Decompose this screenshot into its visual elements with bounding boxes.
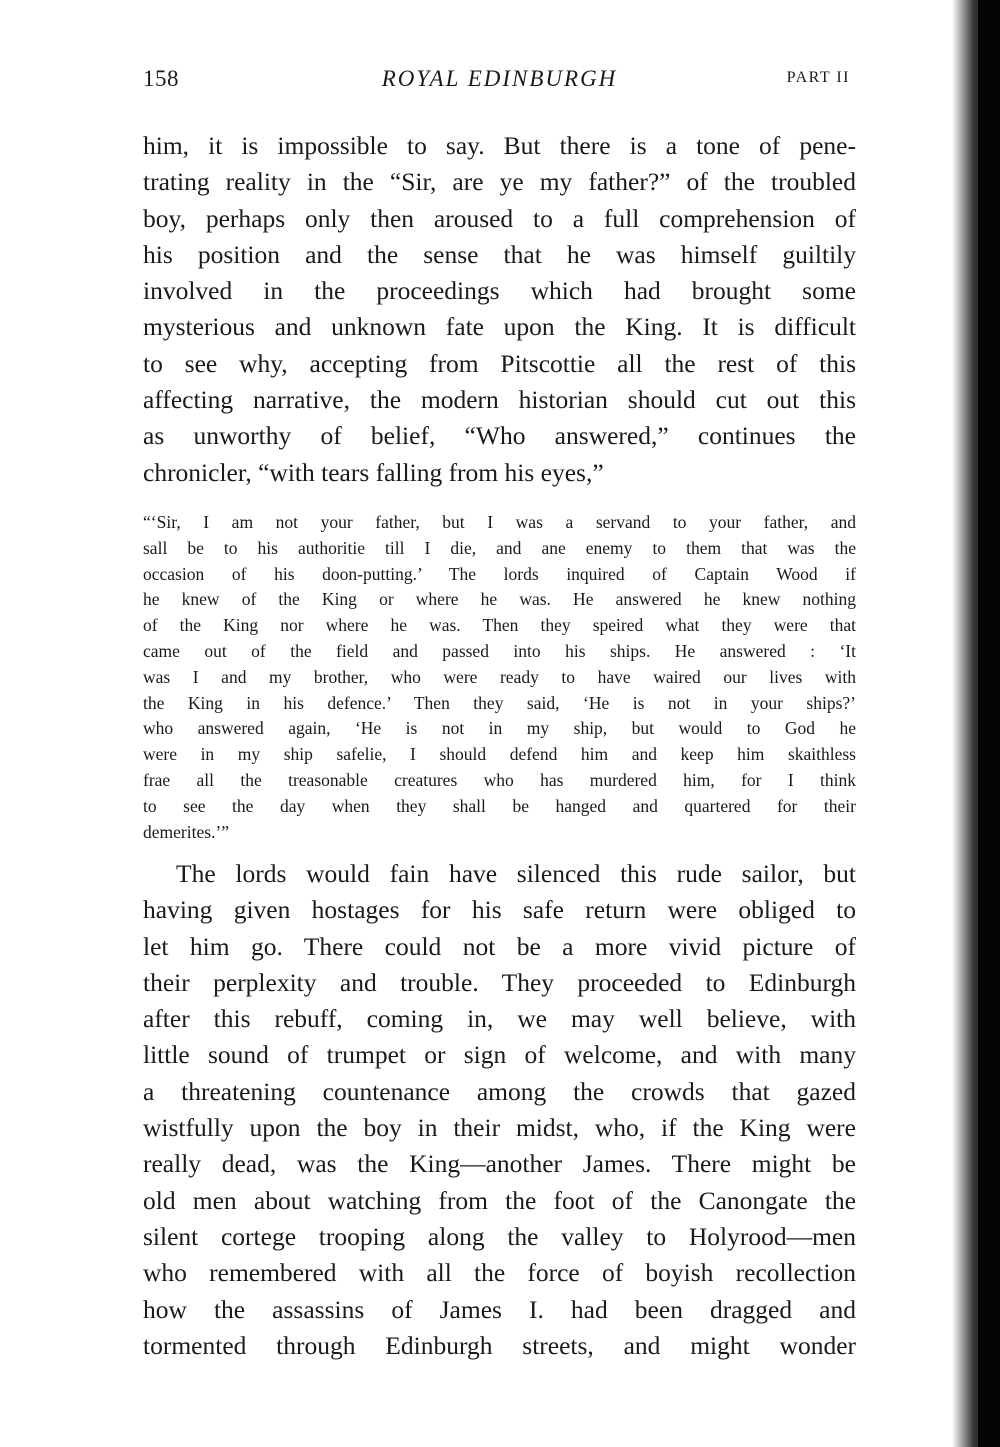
text-line: tormented through Edinburgh streets, and might wonder — [143, 1330, 856, 1360]
quote-line: occasion of his doon-putting.’ The lords inquired of Captain Wood if — [143, 563, 856, 584]
text-line: mysterious and unknown fate upon the King. It is difficult — [143, 312, 856, 342]
text-line: really dead, was the King—another James. There might be — [143, 1149, 856, 1179]
text-line: after this rebuff, coming in, we may well believe, with — [143, 1004, 856, 1034]
quote-line: “‘Sir, I am not your father, but I was a servand to your father, and — [143, 512, 856, 532]
text-line: chronicler, “with tears falling from his eyes,” — [143, 457, 604, 487]
quote-line: he knew of the King or where he was. He answered he knew nothing — [143, 589, 856, 610]
text-line: trating reality in the “Sir, are ye my father?” of the troubled — [143, 167, 856, 197]
quote-line: was I and my brother, who were ready to have waired our lives with — [143, 666, 856, 687]
quote-line: the King in his defence.’ Then they said, ‘He is not in your ships?’ — [143, 692, 856, 713]
paragraph-1 — [143, 128, 856, 491]
quote-line: came out of the field and passed into his ships. He answered : ‘It — [143, 640, 856, 661]
text-line: boy, perhaps only then aroused to a full comprehension of — [143, 203, 856, 233]
text-line: how the assassins of James I. had been dragged and — [143, 1294, 856, 1324]
text-line: wistfully upon the boy in their midst, who, if the King were — [143, 1113, 856, 1143]
paragraph-2 — [143, 856, 856, 1364]
text-line: let him go. There could not be a more vivid picture of — [143, 931, 856, 961]
text-line: affecting narrative, the modern historian should cut out this — [143, 385, 856, 415]
page-edge-dark — [978, 0, 1000, 1447]
text-line: his position and the sense that he was himself guiltily — [143, 239, 856, 269]
text-line: him, it is impossible to say. But there is a tone of pene- — [143, 131, 856, 160]
block-quote — [143, 510, 856, 845]
text-line: old men about watching from the foot of the Canongate the — [143, 1185, 856, 1215]
text-line: their perplexity and trouble. They proceeded to Edinburgh — [143, 967, 856, 997]
text-line: a threatening countenance among the crowds that gazed — [143, 1076, 856, 1106]
text-line: little sound of trumpet or sign of welcome, and with many — [143, 1040, 856, 1070]
text-line: having given hostages for his safe return were obliged to — [143, 895, 856, 925]
quote-line: to see the day when they shall be hanged and quartered for their — [143, 795, 856, 816]
text-line: silent cortege trooping along the valley to Holyrood—men — [143, 1221, 856, 1251]
running-title: ROYAL EDINBURGH — [381, 66, 618, 91]
page-header — [143, 66, 856, 106]
part-label: PART II — [786, 69, 850, 86]
page-number: 158 — [143, 66, 179, 91]
text-line: as unworthy of belief, “Who answered,” continues the — [143, 421, 856, 451]
quote-line: frae all the treasonable creatures who has murdered him, for I think — [143, 769, 856, 790]
quote-line: of the King nor where he was. Then they speired what they were that — [143, 615, 856, 636]
text-line: The lords would fain have silenced this rude sailor, but — [176, 859, 856, 888]
text-line: involved in the proceedings which had brought some — [143, 276, 856, 306]
quote-line: demerites.’” — [143, 821, 229, 842]
quote-line: sall be to his authoritie till I die, and ane enemy to them that was the — [143, 537, 856, 558]
text-line: to see why, accepting from Pitscottie all the rest of this — [143, 348, 856, 378]
quote-line: who answered again, ‘He is not in my ship, but would to God he — [143, 718, 856, 739]
text-line: who remembered with all the force of boyish recollection — [143, 1258, 856, 1288]
quote-line: were in my ship safelie, I should defend him and keep him skaithless — [143, 744, 856, 765]
